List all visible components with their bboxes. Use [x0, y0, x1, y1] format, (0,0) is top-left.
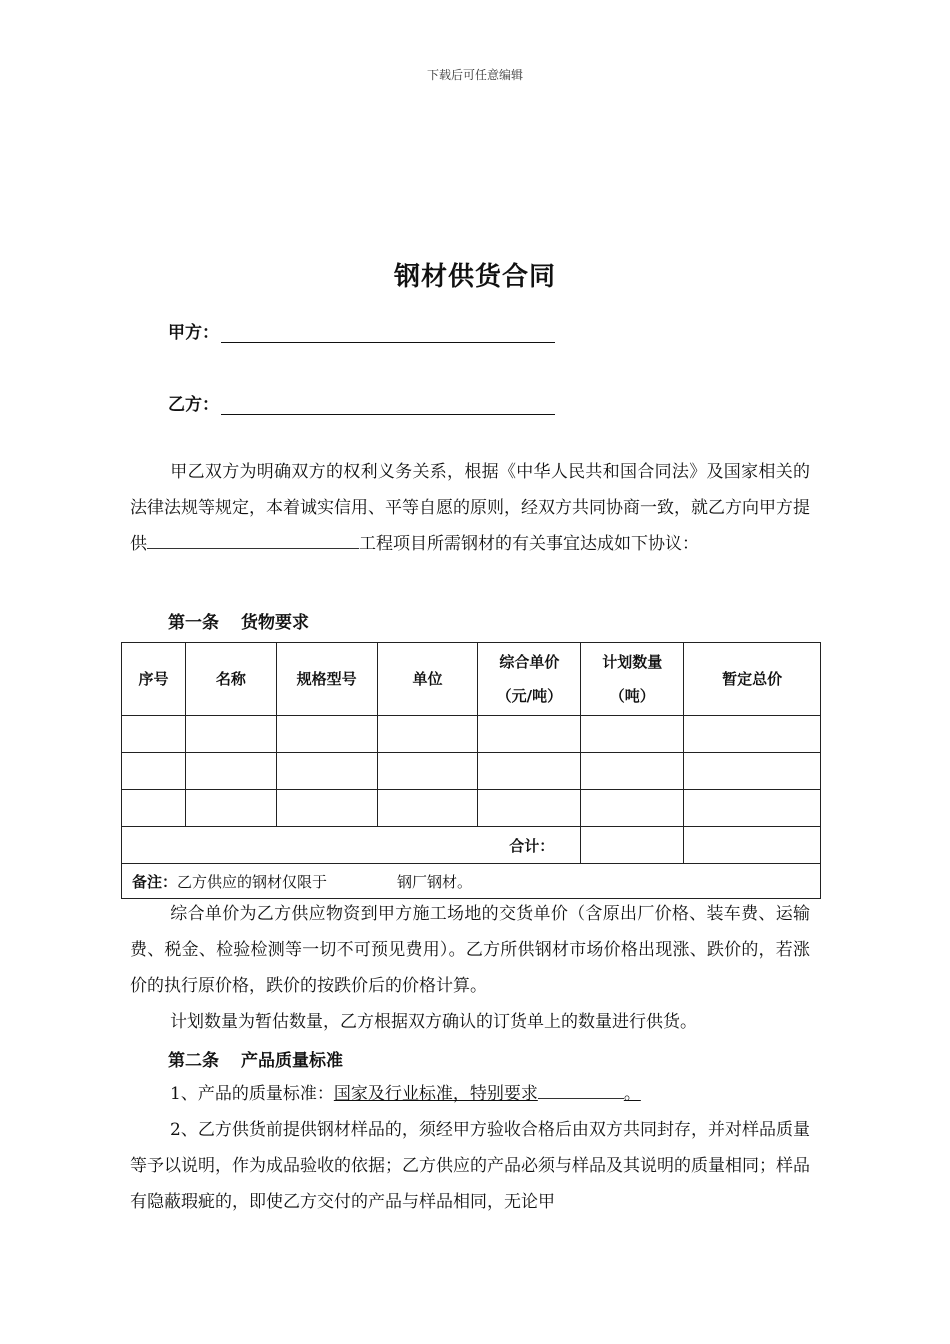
table-cell	[684, 790, 821, 827]
item-2-text: 2、乙方供货前提供钢材样品的，须经甲方验收合格后由双方共同封存，并对样品质量等予以说明，作为成品验收的依据；乙方供应的产品必须与样品及其说明的质量相同；样品有隐蔽瑕疵的，即使乙方交付的产品与样品相同，无论甲	[130, 1120, 810, 1212]
quantity-paragraph-text: 计划数量为暂估数量，乙方根据双方确认的订货单上的数量进行供货。	[170, 1012, 697, 1032]
table-cell	[581, 753, 684, 790]
price-paragraph-text: 综合单价为乙方供应物资到甲方施工场地的交货单价（含原出厂价格、装车费、运输费、税金、检验检测等一切不可预见费用）。乙方所供钢材市场价格出现涨、跌价的，若涨价的执行原价格，跌价的按跌价后的价格计算。	[130, 904, 810, 996]
table-cell	[185, 716, 276, 753]
quality-item-2	[130, 1112, 810, 1220]
table-cell	[377, 753, 478, 790]
table-cell	[122, 753, 186, 790]
article-1-heading	[168, 608, 331, 633]
remark-label: 备注：	[132, 872, 178, 891]
table-row	[122, 790, 821, 827]
header-cell-unit: 单位	[377, 643, 478, 716]
table-cell	[276, 716, 377, 753]
table-header-row	[122, 643, 821, 716]
item-1-underlined: 国家及行业标准，特别要求	[333, 1084, 538, 1104]
table-total-row	[122, 827, 821, 864]
table-row	[122, 716, 821, 753]
remark-text-1: 乙方供应的钢材仅限于	[177, 872, 328, 891]
header-cell-quantity: 计划数量 （吨）	[581, 643, 684, 716]
project-name-blank	[147, 530, 359, 549]
table-cell	[377, 716, 478, 753]
remark-text-2: 钢厂钢材。	[397, 872, 473, 891]
article-2-title: 产品质量标准	[241, 1051, 343, 1071]
item-1-suffix: 。	[623, 1084, 641, 1104]
remark-cell	[122, 864, 821, 899]
table-cell	[122, 716, 186, 753]
item-1-prefix: 1、产品的质量标准：	[170, 1084, 334, 1104]
table-cell	[276, 790, 377, 827]
party-b-field	[168, 390, 555, 415]
table-cell	[581, 716, 684, 753]
table-remark-row	[122, 864, 821, 899]
table-cell	[185, 753, 276, 790]
document-title: 钢材供货合同	[393, 262, 556, 292]
intro-text-part2: 工程项目所需钢材的有关事宜达成如下协议：	[359, 534, 699, 554]
header-note: 下载后可任意编辑	[426, 68, 523, 82]
party-b-blank-line	[221, 396, 555, 415]
party-b-label: 乙方：	[168, 395, 219, 415]
total-price-cell	[684, 827, 821, 864]
table-cell	[276, 753, 377, 790]
total-label: 合计：	[122, 827, 581, 864]
header-cell-index: 序号	[122, 643, 186, 716]
article-1-number: 第一条	[168, 613, 219, 633]
table-cell	[478, 753, 581, 790]
intro-paragraph	[130, 454, 810, 562]
header-cell-name: 名称	[185, 643, 276, 716]
price-paragraph	[130, 896, 810, 1004]
quantity-paragraph	[130, 1004, 810, 1040]
article-1-title: 货物要求	[241, 613, 309, 633]
item-1-blank	[538, 1080, 624, 1099]
article-2-heading	[168, 1046, 365, 1071]
party-a-label: 甲方：	[168, 323, 219, 343]
table-cell	[122, 790, 186, 827]
table-cell	[478, 716, 581, 753]
table-cell	[684, 716, 821, 753]
intro-text-part1: 甲乙双方为明确双方的权利义务关系，根据《中华人民共和国合同法》及国家相关的法律法规等规定，本着诚实信用、平等自愿的原则，经双方共同协商一致，就乙方向甲方提供	[130, 462, 810, 554]
table-cell	[581, 790, 684, 827]
table-cell	[377, 790, 478, 827]
table-cell	[684, 753, 821, 790]
header-cell-unit-price: 综合单价 （元/吨）	[478, 643, 581, 716]
quality-item-1	[130, 1076, 810, 1112]
table-row	[122, 753, 821, 790]
goods-table	[121, 642, 821, 899]
header-cell-total: 暂定总价	[684, 643, 821, 716]
table-cell	[478, 790, 581, 827]
article-2-number: 第二条	[168, 1051, 219, 1071]
party-a-blank-line	[221, 324, 555, 343]
total-quantity-cell	[581, 827, 684, 864]
table-cell	[185, 790, 276, 827]
header-cell-spec: 规格型号	[276, 643, 377, 716]
party-a-field	[168, 318, 555, 343]
